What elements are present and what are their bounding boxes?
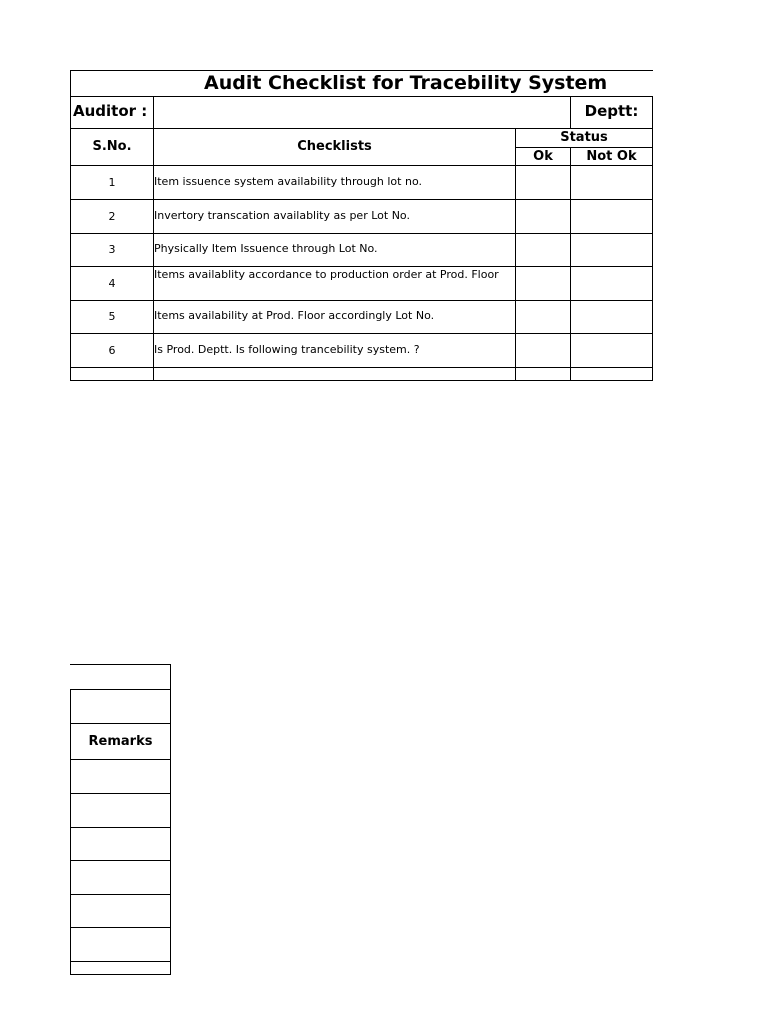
row-sno: 6	[108, 344, 116, 357]
remarks-cell[interactable]	[71, 928, 170, 961]
not-ok-header: Not Ok	[586, 149, 637, 164]
row-not-ok-cell[interactable]	[571, 166, 652, 199]
auditor-field[interactable]	[154, 97, 570, 128]
row-ok-cell[interactable]	[516, 234, 570, 266]
row-sno: 1	[108, 176, 116, 189]
row-checklist-text: Items availability at Prod. Floor accordingly Lot No.	[154, 309, 435, 322]
ok-header: Ok	[533, 149, 553, 164]
row-not-ok-cell[interactable]	[571, 301, 652, 333]
row-not-ok-cell[interactable]	[571, 234, 652, 266]
row-ok-cell[interactable]	[516, 334, 570, 367]
remarks-cell[interactable]	[71, 760, 170, 793]
row-ok-cell[interactable]	[516, 267, 570, 300]
remarks-cell[interactable]	[71, 828, 170, 860]
row-sno: 5	[108, 310, 116, 323]
row-sno: 2	[108, 210, 116, 223]
row-sno: 3	[108, 243, 116, 256]
remarks-cell[interactable]	[71, 895, 170, 927]
row-sno: 4	[108, 277, 116, 290]
remarks-cell[interactable]	[71, 861, 170, 894]
row-checklist-text: Physically Item Issuence through Lot No.	[154, 242, 378, 255]
row-checklist-text: Item issuence system availability through lot no.	[154, 175, 422, 188]
checklists-header: Checklists	[297, 139, 372, 154]
auditor-label: Auditor :	[73, 102, 148, 120]
status-header: Status	[560, 130, 608, 145]
remarks-cell[interactable]	[71, 794, 170, 827]
row-not-ok-cell[interactable]	[571, 334, 652, 367]
remarks-header: Remarks	[88, 734, 153, 749]
page-title: Audit Checklist for Tracebility System	[204, 72, 608, 94]
row-checklist-text: Invertory transcation availablity as per Lot No.	[154, 209, 410, 222]
row-ok-cell[interactable]	[516, 301, 570, 333]
row-checklist-text: Items availablity accordance to production order at Prod. Floor	[154, 268, 499, 281]
sno-header: S.No.	[92, 139, 132, 154]
row-checklist-text: Is Prod. Deptt. Is following trancebility system. ?	[154, 343, 420, 356]
row-ok-cell[interactable]	[516, 200, 570, 233]
deptt-label: Deptt:	[584, 102, 639, 120]
row-ok-cell[interactable]	[516, 166, 570, 199]
row-not-ok-cell[interactable]	[571, 200, 652, 233]
row-not-ok-cell[interactable]	[571, 267, 652, 300]
